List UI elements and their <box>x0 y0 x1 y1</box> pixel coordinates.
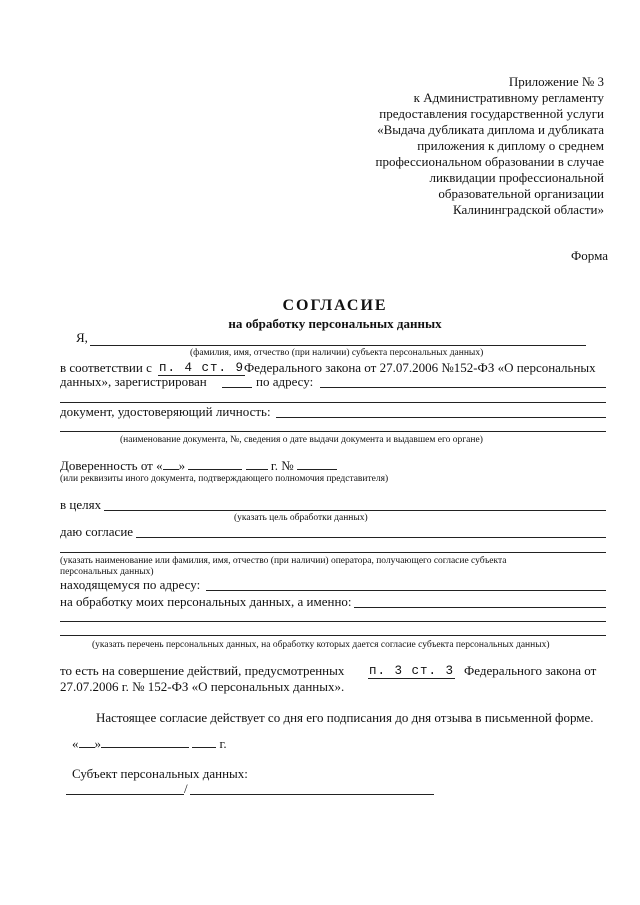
validity-text: Настоящее согласие действует со дня его подписания до дня отзыва в письменной форме. <box>96 710 594 725</box>
accordance-suffix: Федерального закона от 27.07.2006 №152-ФЗ «О персональных <box>244 360 596 375</box>
appendix-line-5: приложения к диплому о среднем <box>417 138 604 153</box>
consent-label: даю согласие <box>60 524 134 539</box>
sign-date <box>72 736 227 752</box>
poa-month-field[interactable] <box>188 469 242 470</box>
registered-gender-field[interactable] <box>222 387 252 388</box>
data-list-field[interactable] <box>354 607 606 608</box>
poa-caption: (или реквизиты иного документа, подтверждающего полномочия представителя) <box>60 474 389 484</box>
actions-suffix: Федерального закона от <box>464 663 597 678</box>
fio-caption: (фамилия, имя, отчество (при наличии) субъекта персональных данных) <box>190 348 484 358</box>
poa-day-field[interactable] <box>163 469 179 470</box>
data-list-field-2[interactable] <box>60 621 606 622</box>
sign-year-field[interactable] <box>192 747 216 748</box>
actions-ref <box>368 663 455 679</box>
data-list-field-3[interactable] <box>60 635 606 636</box>
poa-number-field[interactable] <box>297 469 337 470</box>
appendix-line-6: профессиональном образовании в случае <box>375 154 604 169</box>
appendix-line-7: ликвидации профессиональной <box>429 170 604 185</box>
accordance-ref-text: п. 4 ст. 9 <box>159 361 245 375</box>
poa-year-field[interactable] <box>246 469 268 470</box>
operator-field-2[interactable] <box>60 552 606 553</box>
form-label: Форма <box>571 248 608 263</box>
sign-month-field[interactable] <box>101 747 189 748</box>
poa-label <box>60 458 337 474</box>
accordance-prefix: в соответствии с <box>60 360 152 375</box>
sign-day-field[interactable] <box>79 747 95 748</box>
sign-year-label: г. <box>219 736 227 751</box>
signature-name-field[interactable] <box>190 794 434 795</box>
appendix-line-2: к Административному регламенту <box>413 90 604 105</box>
poa-year-label: г. <box>270 458 278 473</box>
actions-line-2: 27.07.2006 г. № 152-ФЗ «О персональных данных». <box>60 679 345 694</box>
registered-label-b: по адресу: <box>256 374 314 389</box>
located-label: находящемуся по адресу: <box>60 577 201 592</box>
appendix-line-8: образовательной организации <box>438 186 604 201</box>
signature-separator: / <box>184 781 188 796</box>
list-caption: (указать перечень персональных данных, на обработку которых дается согласие субъекта персональных данных) <box>92 640 550 650</box>
ya-label: Я, <box>76 330 88 345</box>
operator-caption-1: (указать наименование или фамилия, имя, отчество (при наличии) оператора, получающего согласие субъекта <box>60 556 507 566</box>
document-caption: (наименование документа, №, сведения о дате выдачи документа и выдавшем его органе) <box>120 435 483 445</box>
appendix-line-1: Приложение № 3 <box>508 74 604 89</box>
appendix-line-4: «Выдача дубликата диплома и дубликата <box>377 122 604 137</box>
actions-prefix: то есть на совершение действий, предусмотренных <box>60 663 345 678</box>
page-subtitle: на обработку персональных данных <box>228 316 442 331</box>
document-field[interactable] <box>276 417 606 418</box>
poa-number-label: № <box>281 458 294 473</box>
purpose-label: в целях <box>60 497 102 512</box>
sign-date-open: « <box>72 736 79 751</box>
actions-ref-text: п. 3 ст. 3 <box>369 664 455 678</box>
page-title: СОГЛАСИЕ <box>282 297 388 314</box>
operator-address-field[interactable] <box>206 590 606 591</box>
purpose-caption: (указать цель обработки данных) <box>234 513 368 523</box>
appendix-line-3: предоставления государственной услуги <box>379 106 604 121</box>
subject-label: Субъект персональных данных: <box>72 766 248 781</box>
poa-label-a: Доверенность от « <box>60 458 163 473</box>
document-field-2[interactable] <box>60 431 606 432</box>
operator-field[interactable] <box>136 537 606 538</box>
address-field-2[interactable] <box>60 402 606 403</box>
appendix-line-9: Калининградской области» <box>452 202 604 217</box>
address-field[interactable] <box>320 387 606 388</box>
registered-label-a: данных», зарегистрирован <box>60 374 207 389</box>
purpose-field[interactable] <box>104 510 606 511</box>
operator-caption-2: персональных данных) <box>60 567 154 577</box>
poa-label-b: » <box>178 458 186 473</box>
document-label: документ, удостоверяющий личность: <box>60 404 271 419</box>
sign-date-close: » <box>94 736 101 751</box>
processing-label: на обработку моих персональных данных, а именно: <box>60 594 352 609</box>
fio-field[interactable] <box>90 345 586 346</box>
signature-field[interactable] <box>66 794 184 795</box>
